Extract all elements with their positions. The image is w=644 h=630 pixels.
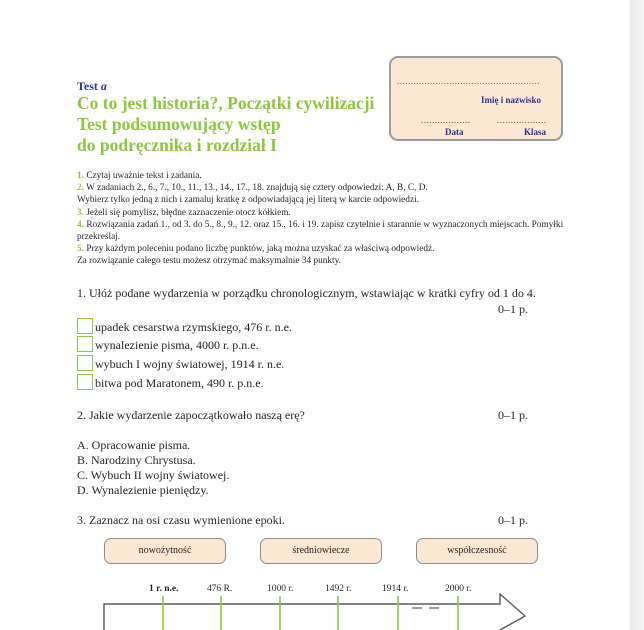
- instruction-item: 3. Jeżeli się pomylisz, błędne zaznaczenie otocz kółkiem.: [77, 207, 291, 218]
- instruction-item: 2. W zadaniach 2., 6., 7., 10., 11., 13., 14., 17., 18. znajdują się cztery odpowiedzi: A, B, C, D. Wybierz tylko jedną z nich i zamaluj kratkę z odpowiadającą jej literą w karcie odpowiedzi.: [77, 183, 428, 206]
- name-label: Imię i nazwisko: [481, 95, 542, 105]
- timeline-label: 2000 r.: [445, 584, 472, 594]
- page-edge: [630, 0, 644, 630]
- instruction-item: 5. Przy każdym poleceniu podano liczbę punktów, jaką można uzyskać za właściwą odpowiedź. Za rozwiązanie całego testu możesz otrzymać maksymalnie 34 punkty.: [77, 244, 435, 267]
- test-label: Test a: [77, 79, 107, 93]
- timeline-arrow: [104, 594, 525, 630]
- question-2: 2. Jakie wydarzenie zapoczątkowało naszą erę?: [77, 408, 305, 422]
- timeline-axis: [0, 590, 630, 630]
- instruction-item: 1. Czytaj uważnie tekst i zadania.: [77, 171, 202, 181]
- order-box[interactable]: [77, 318, 93, 334]
- question-1-points: 0–1 p.: [498, 302, 528, 316]
- timeline-label: 476 R.: [207, 584, 233, 594]
- student-info-box: [389, 56, 563, 141]
- order-box[interactable]: [77, 355, 93, 371]
- timeline-label: 1000 r.: [267, 584, 294, 594]
- date-label: Data: [445, 127, 464, 137]
- epoch-label-sredniowiecze[interactable]: średniowiecze: [260, 538, 382, 564]
- question-3-points: 0–1 p.: [498, 513, 528, 527]
- question-2-points: 0–1 p.: [498, 408, 528, 422]
- answer-option-c: C. Wybuch II wojny światowej.: [77, 468, 230, 482]
- instruction-item: 4. Rozwiązania zadań 1., od 3. do 5., 8., 9., 12. oraz 15., 16. i 19. zapisz czytelnie i starannie w wyznaczonych miejscach. Pomyłki przekreślaj.: [77, 219, 564, 243]
- timeline-label: 1914 r.: [382, 584, 409, 594]
- title-line: do podręcznika i rozdział I: [77, 135, 277, 155]
- page-title: [77, 93, 374, 156]
- answer-option-b: B. Narodziny Chrystusa.: [77, 453, 196, 467]
- question-1: 1. Ułóż podane wydarzenia w porządku chronologicznym, wstawiając w kratki cyfry od 1 do 4.: [77, 286, 536, 300]
- title-line: Co to jest historia?, Początki cywilizacji: [77, 93, 375, 113]
- question-3: 3. Zaznacz na osi czasu wymienione epoki.: [77, 513, 285, 527]
- order-box[interactable]: [77, 374, 93, 390]
- epoch-label-wspolczesnosc[interactable]: współczesność: [416, 538, 538, 564]
- class-field[interactable]: ..................: [497, 115, 547, 125]
- timeline-label: 1 r. n.e.: [149, 584, 179, 594]
- date-field[interactable]: ..................: [421, 115, 471, 125]
- title-line: Test podsumowujący wstęp: [77, 114, 281, 134]
- instructions: [77, 170, 577, 268]
- name-field[interactable]: ....................................................: [397, 76, 540, 86]
- class-label: Klasa: [524, 127, 547, 137]
- timeline-label: 1492 r.: [325, 584, 352, 594]
- epoch-label-nowozytnosc[interactable]: nowożytność: [104, 538, 226, 564]
- order-box[interactable]: [77, 336, 93, 352]
- answer-option-a: A. Opracowanie pisma.: [77, 438, 191, 452]
- answer-option-d: D. Wynalezienie pieniędzy.: [77, 483, 209, 497]
